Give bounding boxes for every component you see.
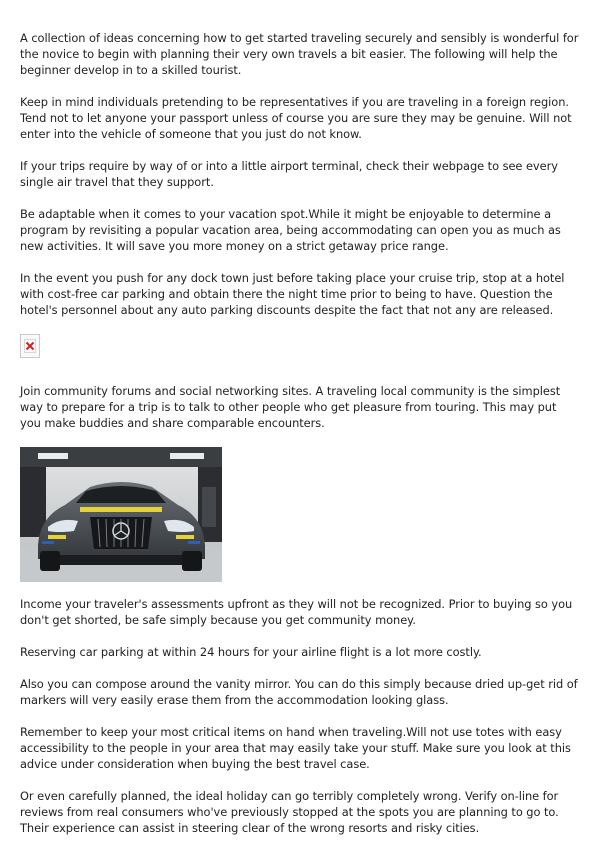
paragraph-3: If your trips require by way of or into a little airport terminal, check their webpage to see every single air travel that they support. (20, 159, 558, 189)
paragraph-5: In the event you push for any dock town just before taking place your cruise trip, stop at a hotel with cost-free car parking and obtain there the night time prior to being to have. Question the hotel's personnel about any auto parking discounts despite the fact that not any are released. (20, 271, 565, 317)
paragraph-11: Or even carefully planned, the ideal holiday can go terribly completely wrong. Verify on-line for reviews from real consumers who've previously stopped at the spots you are planning to go to. Their experience can assist in steering clear of the wrong resorts and risky cities. (20, 789, 559, 835)
paragraph-1: A collection of ideas concerning how to get started traveling securely and sensibly is wonderful for the novice to begin with planning their very own travels a bit easier. The following will help the beginner develop in to a skilled tourist. (20, 31, 579, 77)
paragraph-8: Reserving car parking at within 24 hours for your airline flight is a lot more costly. (20, 645, 482, 659)
paragraph-9: Also you can compose around the vanity mirror. You can do this simply because dried up-get rid of markers will very easily erase them from the accommodation looking glass. (20, 677, 578, 707)
article (20, 30, 580, 852)
paragraph-6: Join community forums and social networking sites. A traveling local community is the simplest way to prepare for a trip is to talk to other people who get pleasure from touring. This may put you make buddies and share comparable encounters. (20, 384, 561, 430)
broken-image-placeholder (20, 334, 40, 358)
broken-image-icon (24, 339, 36, 353)
race-car-photo (20, 447, 222, 582)
paragraph-2: Keep in mind individuals pretending to be representatives if you are traveling in a foreign region. Tend not to let anyone your passport unless of course you are sure they may be genuine. Will not enter into the vehicle of someone that you just do not know. (20, 95, 572, 141)
paragraph-4: Be adaptable when it comes to your vacation spot.While it might be enjoyable to determine a program by revisiting a popular vacation area, being accommodating can open you as much as new activities. It will save you more money on a strict getaway price range. (20, 207, 561, 253)
paragraph-7: Income your traveler's assessments upfront as they will not be recognized. Prior to buying so you don't get shorted, be safe simply because you get community money. (20, 597, 573, 627)
paragraph-10: Remember to keep your most critical items on hand when traveling.Will not use totes with easy accessibility to the people in your area that may easily take your stuff. Make sure you look at this advice under consideration when buying the best travel case. (20, 725, 571, 771)
